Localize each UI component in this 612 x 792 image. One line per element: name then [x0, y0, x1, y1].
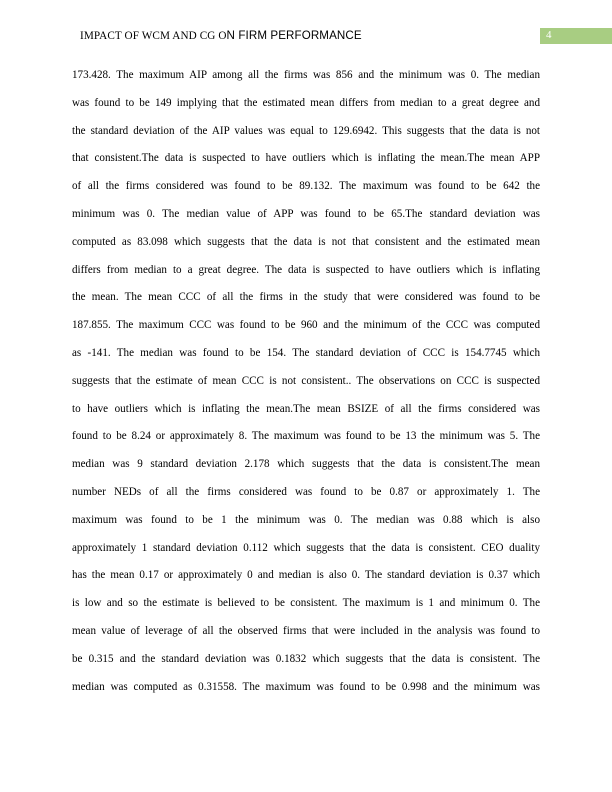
body-line: of all the firms considered was found to be 89.132. The maximum was found to be 642 the [72, 180, 540, 193]
body-line: minimum was 0. The median value of APP was found to be 65.The standard deviation was [72, 207, 540, 220]
page-number-badge [540, 28, 612, 44]
body-line: number NEDs of all the firms considered was found to be 0.87 or approximately 1. The [72, 485, 540, 498]
body-paragraph [72, 62, 540, 701]
body-line: was found to be 149 implying that the estimated mean differs from median to a great degree and [72, 96, 540, 109]
body-line: 187.855. The maximum CCC was found to be 960 and the minimum of the CCC was computed [72, 319, 540, 332]
body-line: suggests that the estimate of mean CCC is not consistent.. The observations on CCC is suspected [72, 374, 540, 387]
body-line: maximum was found to be 1 the minimum was 0. The median was 0.88 which is also [72, 513, 540, 526]
body-line: the standard deviation of the AIP values was equal to 129.6942. This suggests that the data is not [72, 124, 540, 137]
page-header [0, 0, 612, 50]
running-head-part-b: N FIRM PERFORMANCE [226, 29, 362, 42]
body-line: that consistent.The data is suspected to have outliers which is inflating the mean.The mean APP [72, 152, 540, 165]
body-line: has the mean 0.17 or approximately 0 and median is also 0. The standard deviation is 0.37 which [72, 569, 540, 582]
body-line: to have outliers which is inflating the mean.The mean BSIZE of all the firms considered was [72, 402, 540, 415]
running-head-part-a: IMPACT OF WCM AND CG O [80, 30, 227, 42]
body-line: median was computed as 0.31558. The maximum was found to be 0.998 and the minimum was [72, 680, 540, 693]
body-line: the mean. The mean CCC of all the firms in the study that were considered was found to be [72, 291, 540, 304]
body-line: is low and so the estimate is believed to be consistent. The maximum is 1 and minimum 0. The [72, 597, 540, 610]
page-number: 4 [546, 29, 552, 41]
body-line: differs from median to a great degree. The data is suspected to have outliers which is inflating [72, 263, 540, 276]
body-line: found to be 8.24 or approximately 8. The maximum was found to be 13 the minimum was 5. The [72, 430, 540, 443]
body-line: as -141. The median was found to be 154. The standard deviation of CCC is 154.7745 which [72, 346, 540, 359]
body-line: approximately 1 standard deviation 0.112 which suggests that the data is consistent. CEO duality [72, 541, 540, 554]
body-line: computed as 83.098 which suggests that the data is not that consistent and the estimated mean [72, 235, 540, 248]
running-head-title [80, 29, 362, 42]
body-line: 173.428. The maximum AIP among all the firms was 856 and the minimum was 0. The median [72, 69, 540, 81]
body-line: median was 9 standard deviation 2.178 which suggests that the data is consistent.The mean [72, 458, 540, 471]
body-line: be 0.315 and the standard deviation was 0.1832 which suggests that the data is consistent. The [72, 652, 540, 665]
body-line: mean value of leverage of all the observed firms that were included in the analysis was found to [72, 624, 540, 637]
